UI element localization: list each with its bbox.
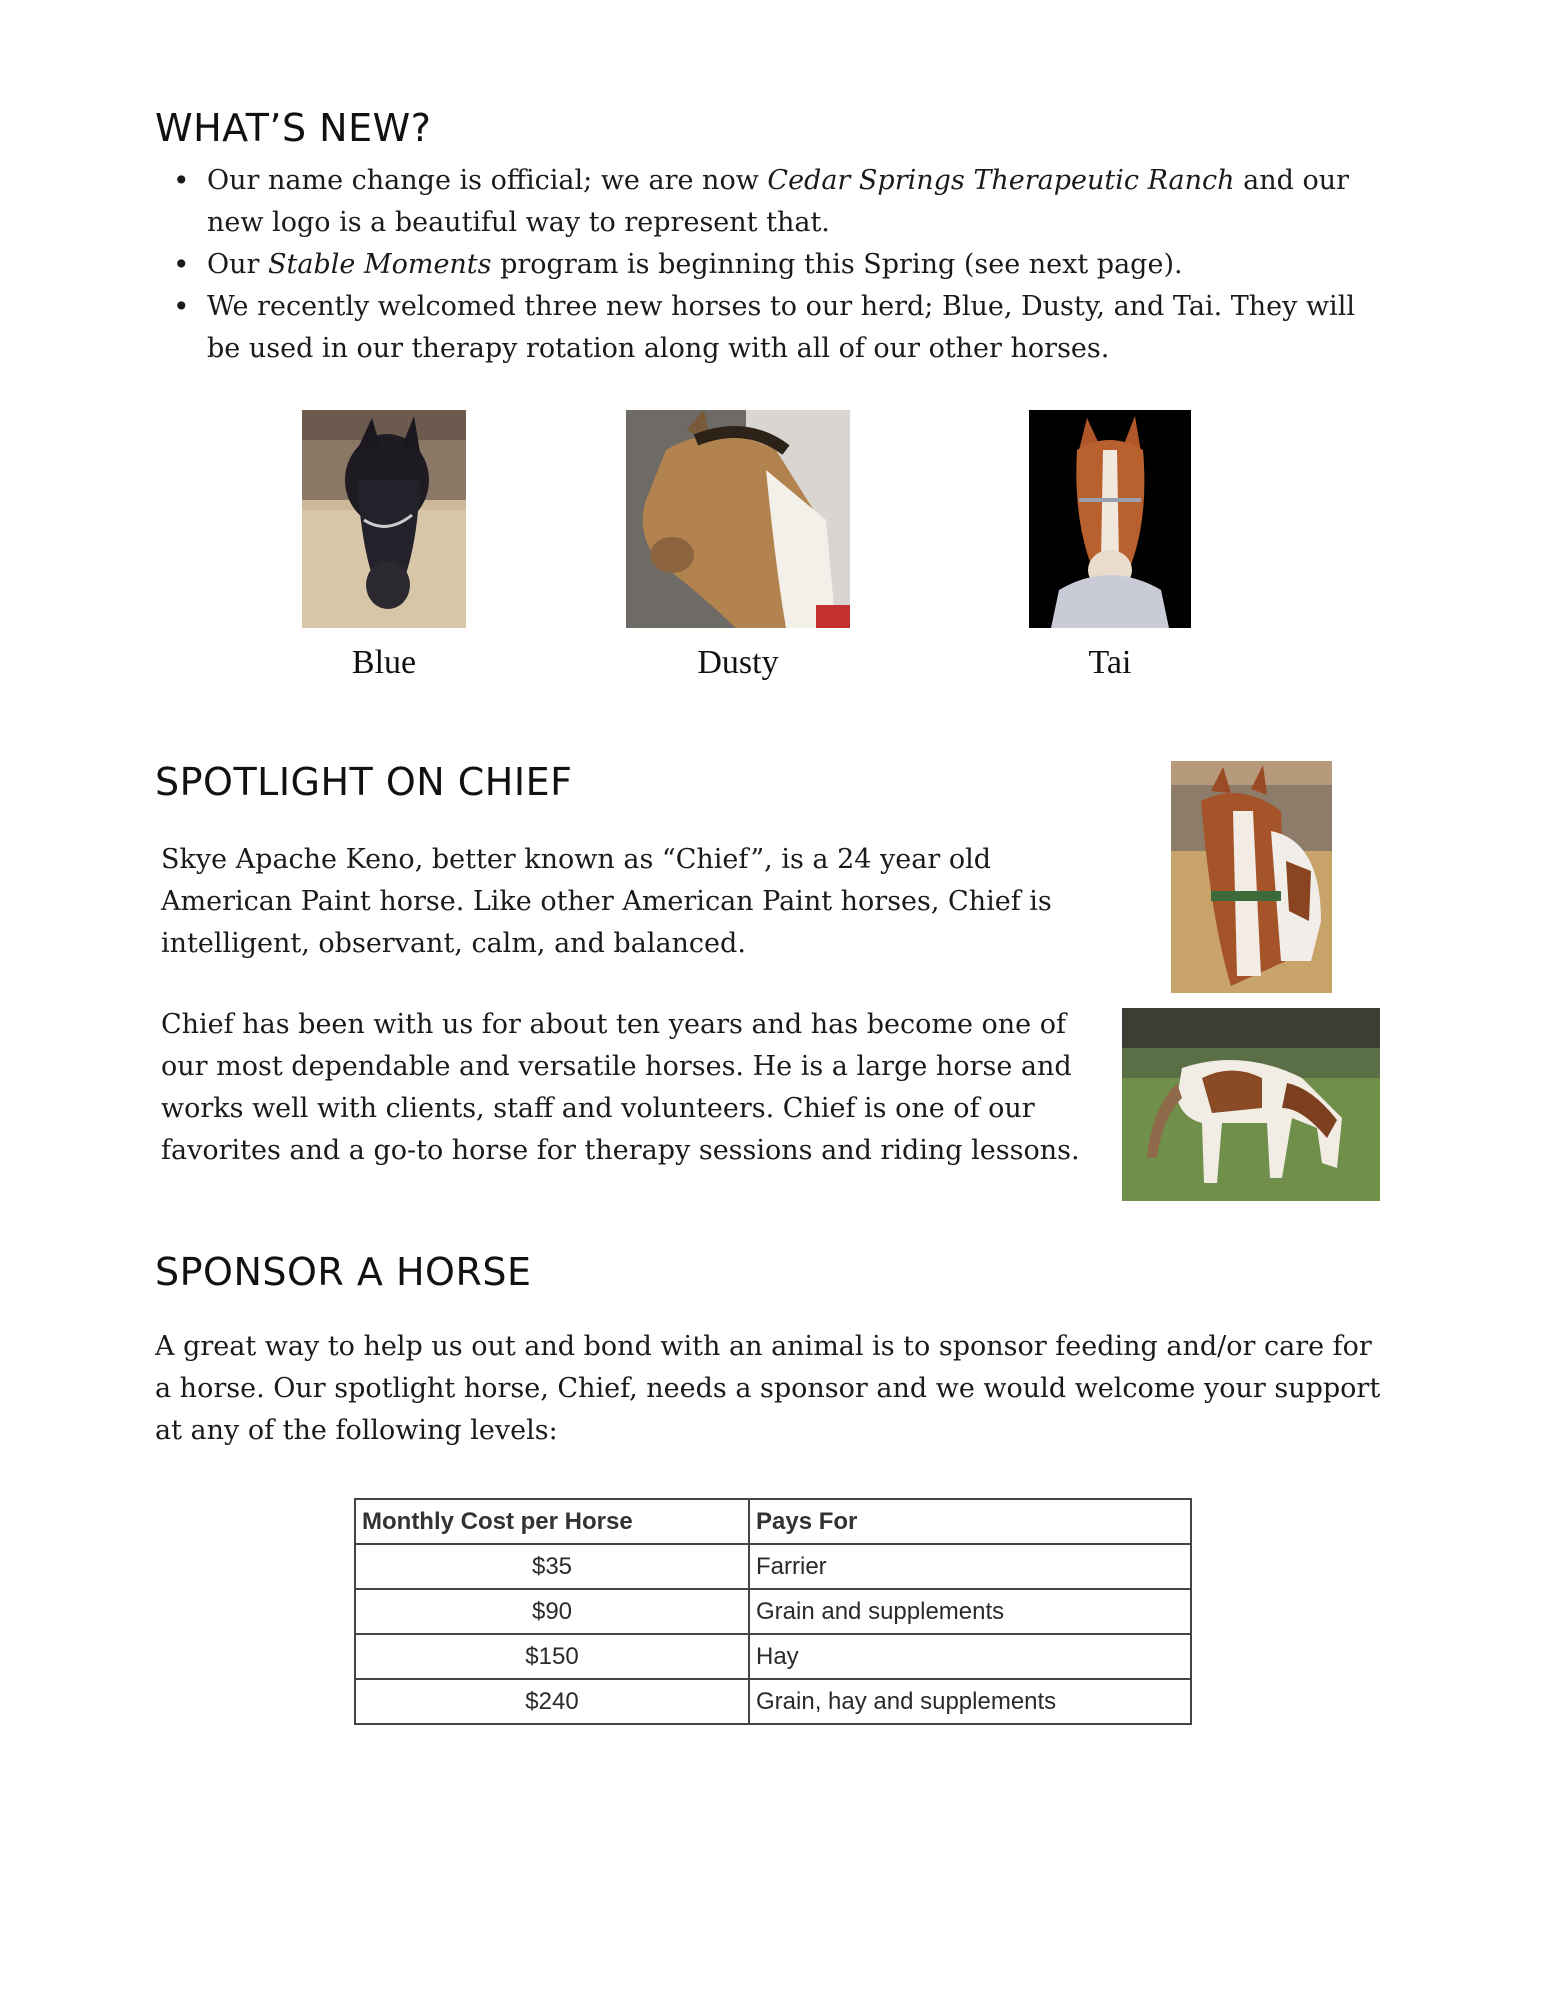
cost-cell: $240 [355, 1679, 749, 1724]
list-item: • Our Stable Moments program is beginning this Spring (see next page). [155, 244, 1385, 286]
tai-horse-photo [1029, 410, 1191, 628]
table-row [355, 1589, 1191, 1634]
table-row [355, 1544, 1191, 1589]
spotlight-heading: SPOTLIGHT ON CHIEF [155, 760, 573, 804]
chief-photo-arena [1171, 761, 1332, 993]
table-row [355, 1679, 1191, 1724]
list-item: • Our name change is official; we are now Cedar Springs Therapeutic Ranch and our new logo is a beautiful way to represent that. [155, 160, 1385, 244]
cost-cell: $90 [355, 1589, 749, 1634]
news-list [155, 160, 1385, 370]
chief-photo-pasture [1122, 1008, 1380, 1201]
blue-horse-photo [302, 410, 466, 628]
blue-caption: Blue [351, 644, 417, 681]
sponsor-levels-table [354, 1498, 1192, 1725]
header-pays-for: Pays For [749, 1499, 1191, 1544]
cost-cell: $35 [355, 1544, 749, 1589]
header-monthly-cost: Monthly Cost per Horse [355, 1499, 749, 1544]
pays-for-cell: Grain and supplements [749, 1589, 1191, 1634]
pays-for-cell: Hay [749, 1634, 1191, 1679]
pays-for-cell: Grain, hay and supplements [749, 1679, 1191, 1724]
sponsor-heading: SPONSOR A HORSE [155, 1250, 532, 1294]
sponsor-intro: A great way to help us out and bond with an animal is to sponsor feeding and/or care for a horse. Our spotlight horse, Chief, needs a sponsor and we would welcome your support at any of the following levels: [155, 1331, 1381, 1446]
whats-new-heading: WHAT’S NEW? [155, 106, 432, 150]
cost-cell: $150 [355, 1634, 749, 1679]
spotlight-paragraph-1: Skye Apache Keno, better known as “Chief”, is a 24 year old American Paint horse. Like other American Paint horses, Chief is intelligent, observant, calm, and balanced. [161, 844, 1052, 959]
table-row [355, 1634, 1191, 1679]
tai-caption: Tai [1088, 644, 1132, 681]
spotlight-paragraph-2: Chief has been with us for about ten years and has become one of our most dependable and versatile horses. He is a large horse and works well with clients, staff and volunteers. Chief is one of our favorites and a go-to horse for therapy sessions and riding lessons. [161, 1009, 1080, 1166]
dusty-horse-photo [626, 410, 850, 628]
list-item: • We recently welcomed three new horses to our herd; Blue, Dusty, and Tai. They will be used in our therapy rotation along with all of our other horses. [155, 286, 1385, 370]
dusty-caption: Dusty [697, 644, 779, 681]
pays-for-cell: Farrier [749, 1544, 1191, 1589]
table-header-row [355, 1499, 1191, 1544]
